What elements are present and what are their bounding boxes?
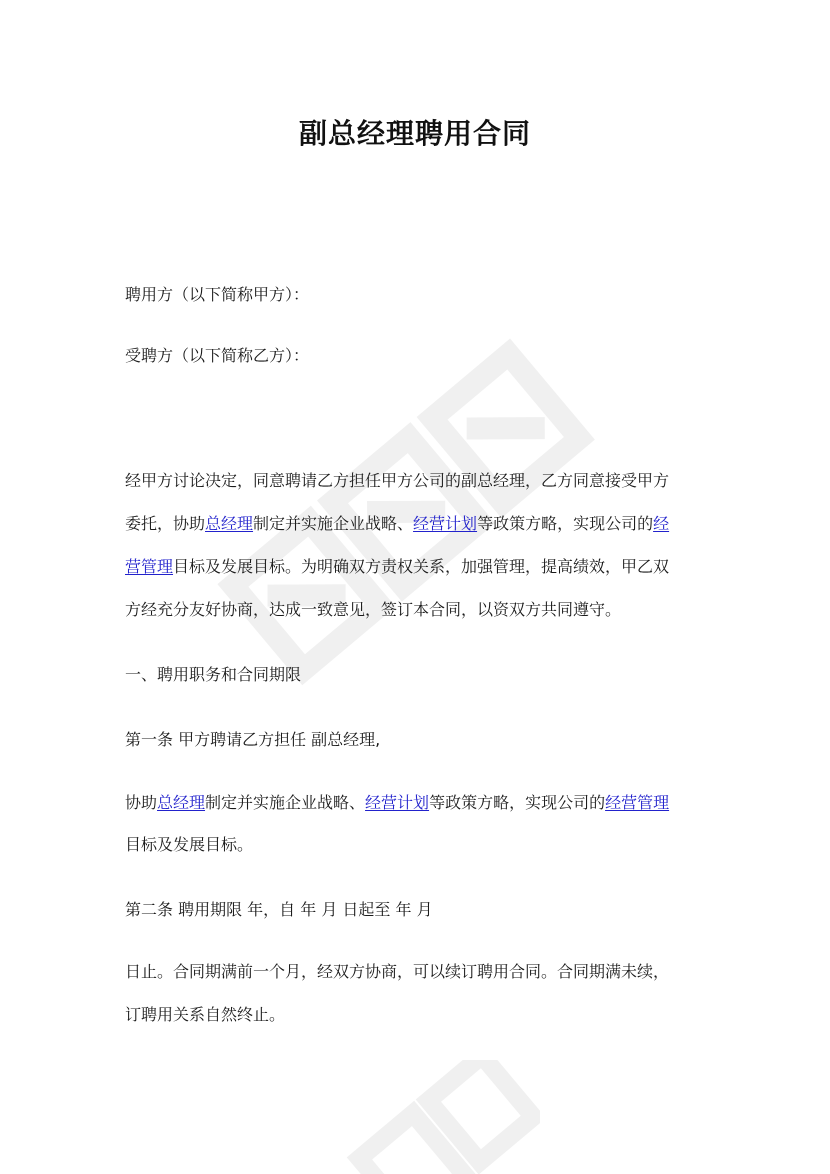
watermark-logo-bottom [340, 1060, 540, 1174]
article-2-line-1: 日止。合同期满前一个月，经双方协商，可以续订聘用合同。合同期满未续， [125, 962, 670, 981]
intro-line-2 [125, 514, 705, 534]
intro-text: 等政策方略，实现公司的 [477, 514, 654, 533]
link-general-manager[interactable]: 总经理 [205, 514, 254, 533]
article-1-detail-line-2: 目标及发展目标。 [125, 835, 254, 854]
article-1-text: 协助 [125, 793, 158, 812]
article-1-detail-line-1 [125, 793, 705, 813]
party-b-line: 受聘方（以下简称乙方）： [125, 346, 310, 365]
article-2: 第二条 聘用期限 年，自 年 月 日起至 年 月 [125, 900, 433, 919]
section-1-heading: 一、聘用职务和合同期限 [125, 665, 302, 684]
intro-line-3 [125, 557, 705, 577]
document-title: 副总经理聘用合同 [298, 117, 531, 150]
article-1-text: 制定并实施企业战略、 [205, 793, 366, 812]
intro-text: 目标及发展目标。为明确双方责权关系，加强管理，提高绩效，甲乙双 [173, 557, 670, 576]
article-1: 第一条 甲方聘请乙方担任 副总经理, [125, 730, 381, 749]
intro-line-4: 方经充分友好协商，达成一致意见，签订本合同，以资双方共同遵守。 [125, 600, 622, 619]
link-business-plan[interactable]: 经营计划 [413, 514, 478, 533]
article-1-text: 等政策方略，实现公司的 [429, 793, 606, 812]
link-general-manager-2[interactable]: 总经理 [157, 793, 206, 812]
party-a-line: 聘用方（以下简称甲方）： [125, 285, 310, 304]
link-business-management-cont[interactable]: 营管理 [125, 557, 174, 576]
intro-line-1: 经甲方讨论决定，同意聘请乙方担任甲方公司的副总经理，乙方同意接受甲方 [125, 471, 670, 490]
link-business-management-2[interactable]: 经营管理 [605, 793, 670, 812]
article-2-line-2: 订聘用关系自然终止。 [125, 1005, 286, 1024]
intro-text: 委托，协助 [125, 514, 206, 533]
link-business-management[interactable]: 经 [653, 514, 670, 533]
link-business-plan-2[interactable]: 经营计划 [365, 793, 430, 812]
intro-text: 制定并实施企业战略、 [253, 514, 414, 533]
